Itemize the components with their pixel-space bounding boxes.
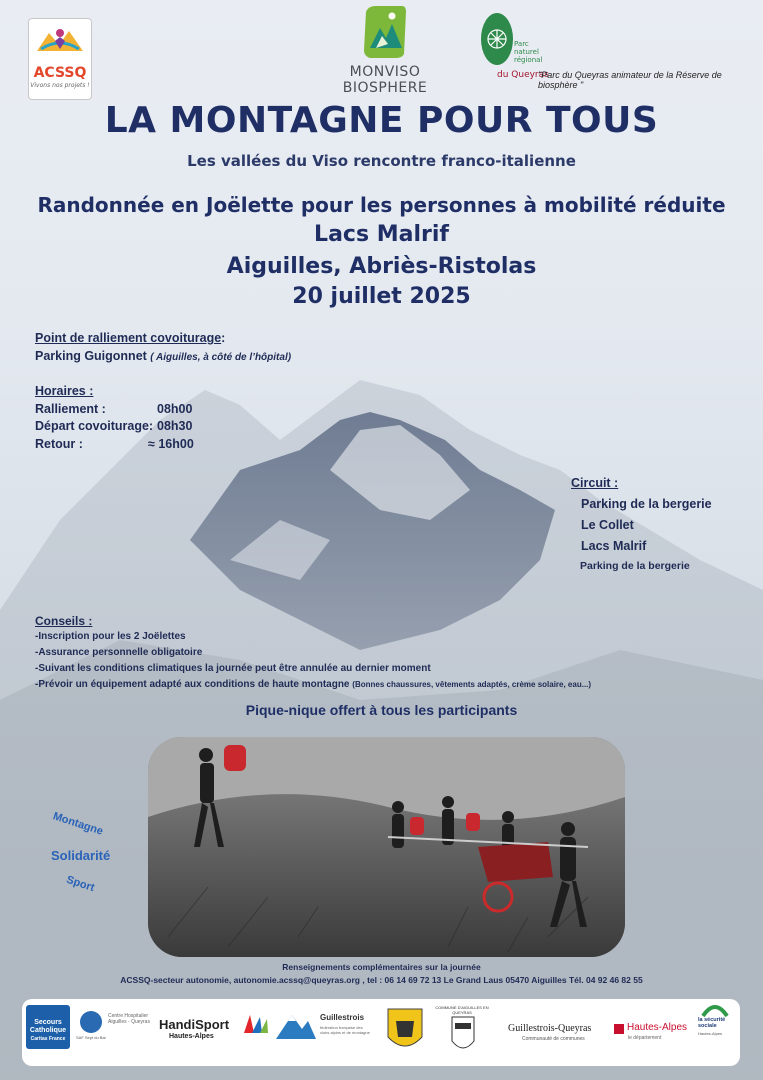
sticker-middle: Solidarité	[51, 848, 111, 863]
guillestrois-queyras-label: Guillestrois-Queyras	[508, 1023, 592, 1034]
securite-sociale-sub: Hautes-Alpes	[698, 1031, 723, 1036]
sticker-top: Montagne	[51, 810, 105, 838]
circuit-step: Le Collet	[581, 518, 634, 532]
meeting-place	[35, 349, 291, 363]
partners-strip	[22, 999, 740, 1066]
parc-label: Parc naturel régional	[514, 40, 543, 64]
hikers-photo	[148, 737, 625, 957]
secours-line1: Secours	[34, 1019, 62, 1026]
handisport-sub: Hautes-Alpes	[169, 1033, 214, 1040]
meeting-heading	[35, 331, 225, 345]
event-place: Lacs Malrif	[314, 222, 449, 247]
hautes-alpes-icon	[614, 1024, 624, 1034]
centre-hospitalier-label: Centre Hospitalier Aiguilles - Queyras	[108, 1013, 150, 1025]
handisport-logo: HandiSport	[159, 1017, 230, 1032]
securite-sociale-label: la sécurité sociale	[698, 1017, 726, 1029]
acssq-emblem-icon	[29, 19, 91, 64]
page-title: LA MONTAGNE POUR TOUS	[104, 100, 659, 141]
schedule-value: ≈ 16h00	[148, 437, 194, 451]
hikers-joelette-image	[148, 737, 625, 957]
aiguilles-coat-of-arms-icon	[386, 1007, 424, 1055]
picnic-note: Pique-nique offert à tous les participants	[245, 702, 518, 718]
circuit-step: Parking de la bergerie	[581, 497, 712, 511]
advice-item: -Inscription pour les 2 Joëlettes	[35, 631, 186, 642]
solidarity-sticker	[40, 810, 130, 900]
schedule-value: 08h30	[157, 419, 193, 433]
guillestrois-mountain-icon	[276, 1009, 316, 1041]
monviso-label: MONVISO BIOSPHERE	[342, 64, 428, 96]
commune-coat-of-arms-icon	[450, 1015, 476, 1055]
circuit-step: Parking de la bergerie	[580, 560, 690, 572]
guillestrois-sub: fédération française des clubs alpins et de montagne	[320, 1025, 370, 1035]
advice-item: -Suivant les conditions climatiques la journée peut être annulée au dernier moment	[35, 663, 431, 674]
guillestrois-queyras-sub: Communauté de communes	[522, 1036, 585, 1042]
handisport-mark-icon	[240, 1011, 270, 1037]
sticker-bottom: Sport	[64, 873, 96, 895]
advice-item-last	[35, 677, 591, 693]
monviso-biosphere-logo-icon	[362, 4, 408, 60]
schedule-value: 08h00	[157, 402, 193, 416]
secours-line2: Catholique	[29, 1027, 67, 1034]
schedule-heading: Horaires :	[35, 384, 94, 398]
meeting-heading-colon: :	[221, 331, 226, 345]
advice-item: -Prévoir un équipement adapté aux conditions de haute montagne	[35, 679, 350, 690]
meeting-place-name: Parking Guigonnet	[35, 349, 147, 363]
guillestrois-label: Guillestrois	[320, 1013, 365, 1022]
commune-label: COMMUNE D'AIGUILLES EN QUEYRAS	[435, 1005, 489, 1015]
hautes-alpes-sub: le département	[628, 1035, 662, 1041]
footer-contact: ACSSQ-secteur autonomie, autonomie.acssq@queyras.org , tel : 06 14 69 72 13 Le Grand Laus 05470 Aiguilles Tél. 04 92 46 82 55	[120, 975, 643, 985]
parc-quote: "Parc du Queyras animateur de la Réserve de biosphère "	[538, 70, 722, 90]
event-town: Aiguilles, Abriès-Ristolas	[226, 254, 537, 279]
advice-item-note: (Bonnes chaussures, vêtements adaptés, crème solaire, eau...)	[352, 680, 592, 689]
event-activity: Randonnée en Joëlette pour les personnes à mobilité réduite	[37, 193, 726, 217]
advice-heading: Conseils :	[35, 614, 93, 628]
footer-info-title: Renseignements complémentaires sur la journée	[282, 962, 481, 972]
acssq-tagline: Vivons nos projets !	[30, 82, 90, 89]
hautes-alpes-label: Hautes-Alpes	[627, 1022, 688, 1033]
schedule-label: Retour :	[35, 437, 83, 451]
page-subtitle: Les vallées du Viso rencontre franco-italienne	[187, 152, 576, 170]
acssq-name: ACSSQ	[33, 65, 87, 81]
sdf-label: SAF Sept du Bal	[76, 1035, 106, 1040]
circuit-step: Lacs Malrif	[581, 539, 647, 553]
schedule-label: Départ covoiturage:	[35, 419, 154, 433]
parc-name: du Queyras	[497, 70, 549, 80]
securite-sociale-arc-icon	[700, 1001, 730, 1017]
meeting-place-note: ( Aiguilles, à côté de l’hôpital)	[150, 352, 292, 363]
advice-section	[35, 613, 591, 693]
advice-item: -Assurance personnelle obligatoire	[35, 647, 203, 658]
schedule-label: Ralliement :	[35, 402, 106, 416]
secours-catholique-logo	[26, 1005, 70, 1049]
meeting-heading-text: Point de ralliement covoiturage	[35, 331, 222, 345]
parc-queyras-logo-icon	[480, 12, 514, 66]
event-date: 20 juillet 2025	[292, 284, 471, 309]
acssq-logo	[28, 18, 92, 100]
secours-line3: Caritas France	[30, 1036, 66, 1042]
circuit-heading: Circuit :	[571, 476, 619, 490]
sdf-logo-icon	[80, 1011, 102, 1033]
